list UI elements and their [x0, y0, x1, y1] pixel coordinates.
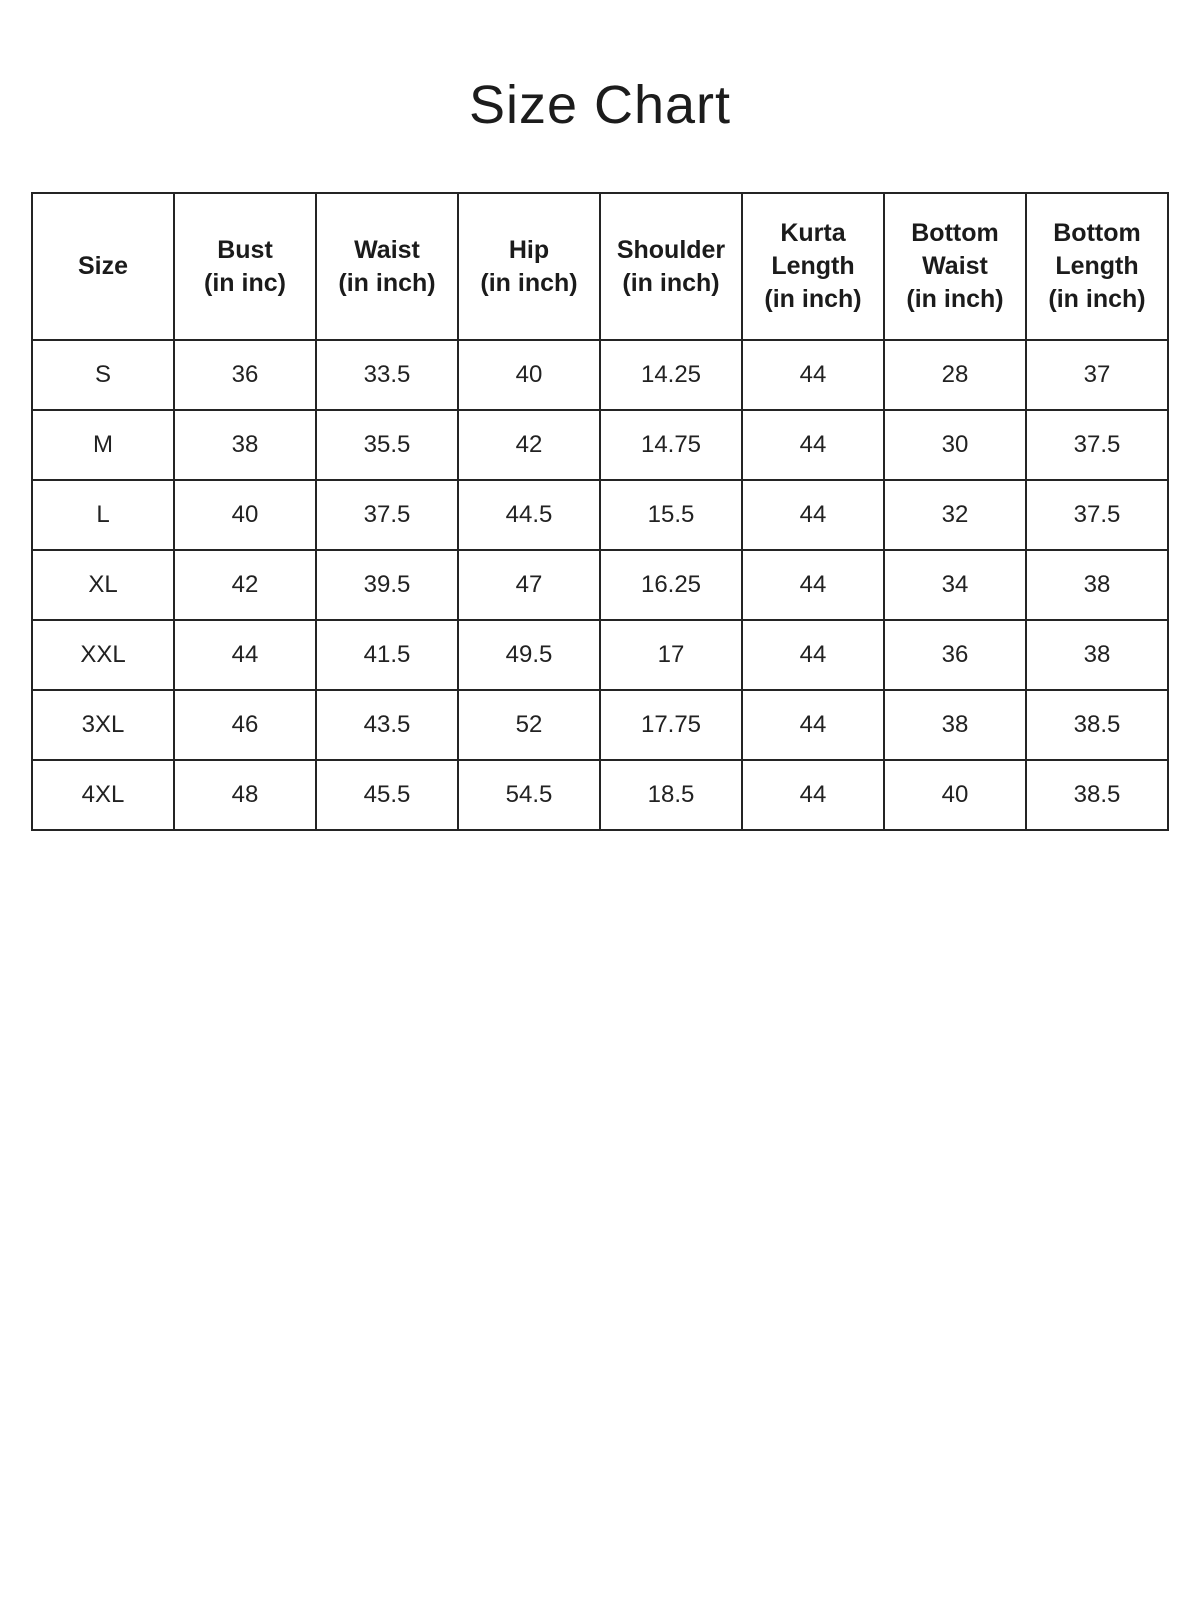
header-row	[32, 193, 1168, 340]
table-row-s	[32, 340, 1168, 410]
column-name: Bottom Waist	[911, 219, 999, 280]
column-name: Hip	[508, 235, 550, 264]
table-cell: 44	[742, 410, 884, 480]
table-cell: 49.5	[458, 620, 600, 690]
table-cell: 45.5	[316, 760, 458, 830]
table-cell: 38	[1026, 620, 1168, 690]
table-cell: 16.25	[600, 550, 742, 620]
table-cell: 44.5	[458, 480, 600, 550]
column-name: Bottom Length	[1053, 219, 1141, 280]
table-row-3xl	[32, 690, 1168, 760]
table-row-xl	[32, 550, 1168, 620]
table-row-m	[32, 410, 1168, 480]
column-unit: (in inch)	[1048, 285, 1146, 313]
size-cell: XL	[32, 550, 174, 620]
table-cell: 14.75	[600, 410, 742, 480]
table-cell: 38	[174, 410, 316, 480]
column-header-hip	[458, 193, 600, 340]
size-cell: M	[32, 410, 174, 480]
table-cell: 46	[174, 690, 316, 760]
table-row-l	[32, 480, 1168, 550]
column-header-waist	[316, 193, 458, 340]
table-cell: 44	[742, 620, 884, 690]
column-unit: (in inch)	[338, 268, 436, 297]
size-chart-table	[31, 192, 1169, 831]
table-row-xxl	[32, 620, 1168, 690]
size-cell: XXL	[32, 620, 174, 690]
table-cell: 44	[742, 340, 884, 410]
column-name: Kurta Length	[771, 219, 855, 280]
table-cell: 42	[458, 410, 600, 480]
column-unit: (in inc)	[204, 268, 286, 297]
table-row-4xl	[32, 760, 1168, 830]
table-cell: 37.5	[1026, 410, 1168, 480]
size-cell: 3XL	[32, 690, 174, 760]
table-cell: 36	[884, 620, 1026, 690]
table-cell: 33.5	[316, 340, 458, 410]
table-cell: 28	[884, 340, 1026, 410]
column-name: Shoulder	[616, 235, 726, 264]
column-unit: (in inch)	[480, 268, 578, 297]
size-cell: L	[32, 480, 174, 550]
table-cell: 37	[1026, 340, 1168, 410]
table-cell: 54.5	[458, 760, 600, 830]
table-cell: 44	[742, 480, 884, 550]
size-chart-body	[32, 340, 1168, 830]
table-cell: 38	[1026, 550, 1168, 620]
column-header-size	[32, 193, 174, 340]
table-cell: 52	[458, 690, 600, 760]
table-cell: 35.5	[316, 410, 458, 480]
table-cell: 44	[174, 620, 316, 690]
size-cell: S	[32, 340, 174, 410]
column-header-shoulder	[600, 193, 742, 340]
table-cell: 44	[742, 550, 884, 620]
table-cell: 14.25	[600, 340, 742, 410]
column-name: Bust	[217, 235, 273, 264]
size-chart-header	[32, 193, 1168, 340]
column-name: Waist	[354, 235, 420, 264]
table-cell: 18.5	[600, 760, 742, 830]
table-cell: 17	[600, 620, 742, 690]
column-header-bust	[174, 193, 316, 340]
size-cell: 4XL	[32, 760, 174, 830]
table-cell: 38	[884, 690, 1026, 760]
table-cell: 34	[884, 550, 1026, 620]
table-cell: 30	[884, 410, 1026, 480]
table-cell: 44	[742, 760, 884, 830]
table-cell: 48	[174, 760, 316, 830]
column-unit: (in inch)	[622, 268, 720, 297]
page-title: Size Chart	[468, 75, 732, 135]
table-cell: 15.5	[600, 480, 742, 550]
table-cell: 44	[742, 690, 884, 760]
table-cell: 38.5	[1026, 760, 1168, 830]
column-unit: (in inch)	[906, 285, 1004, 313]
table-cell: 37.5	[316, 480, 458, 550]
table-cell: 38.5	[1026, 690, 1168, 760]
table-cell: 40	[884, 760, 1026, 830]
table-cell: 17.75	[600, 690, 742, 760]
table-cell: 47	[458, 550, 600, 620]
table-cell: 41.5	[316, 620, 458, 690]
table-cell: 40	[174, 480, 316, 550]
column-header-kurta-length	[742, 193, 884, 340]
column-name: Size	[77, 252, 129, 280]
column-header-bottom-waist	[884, 193, 1026, 340]
table-cell: 42	[174, 550, 316, 620]
table-cell: 40	[458, 340, 600, 410]
table-cell: 37.5	[1026, 480, 1168, 550]
column-unit: (in inch)	[764, 285, 862, 313]
table-cell: 43.5	[316, 690, 458, 760]
column-header-bottom-length	[1026, 193, 1168, 340]
table-cell: 36	[174, 340, 316, 410]
table-cell: 39.5	[316, 550, 458, 620]
table-cell: 32	[884, 480, 1026, 550]
